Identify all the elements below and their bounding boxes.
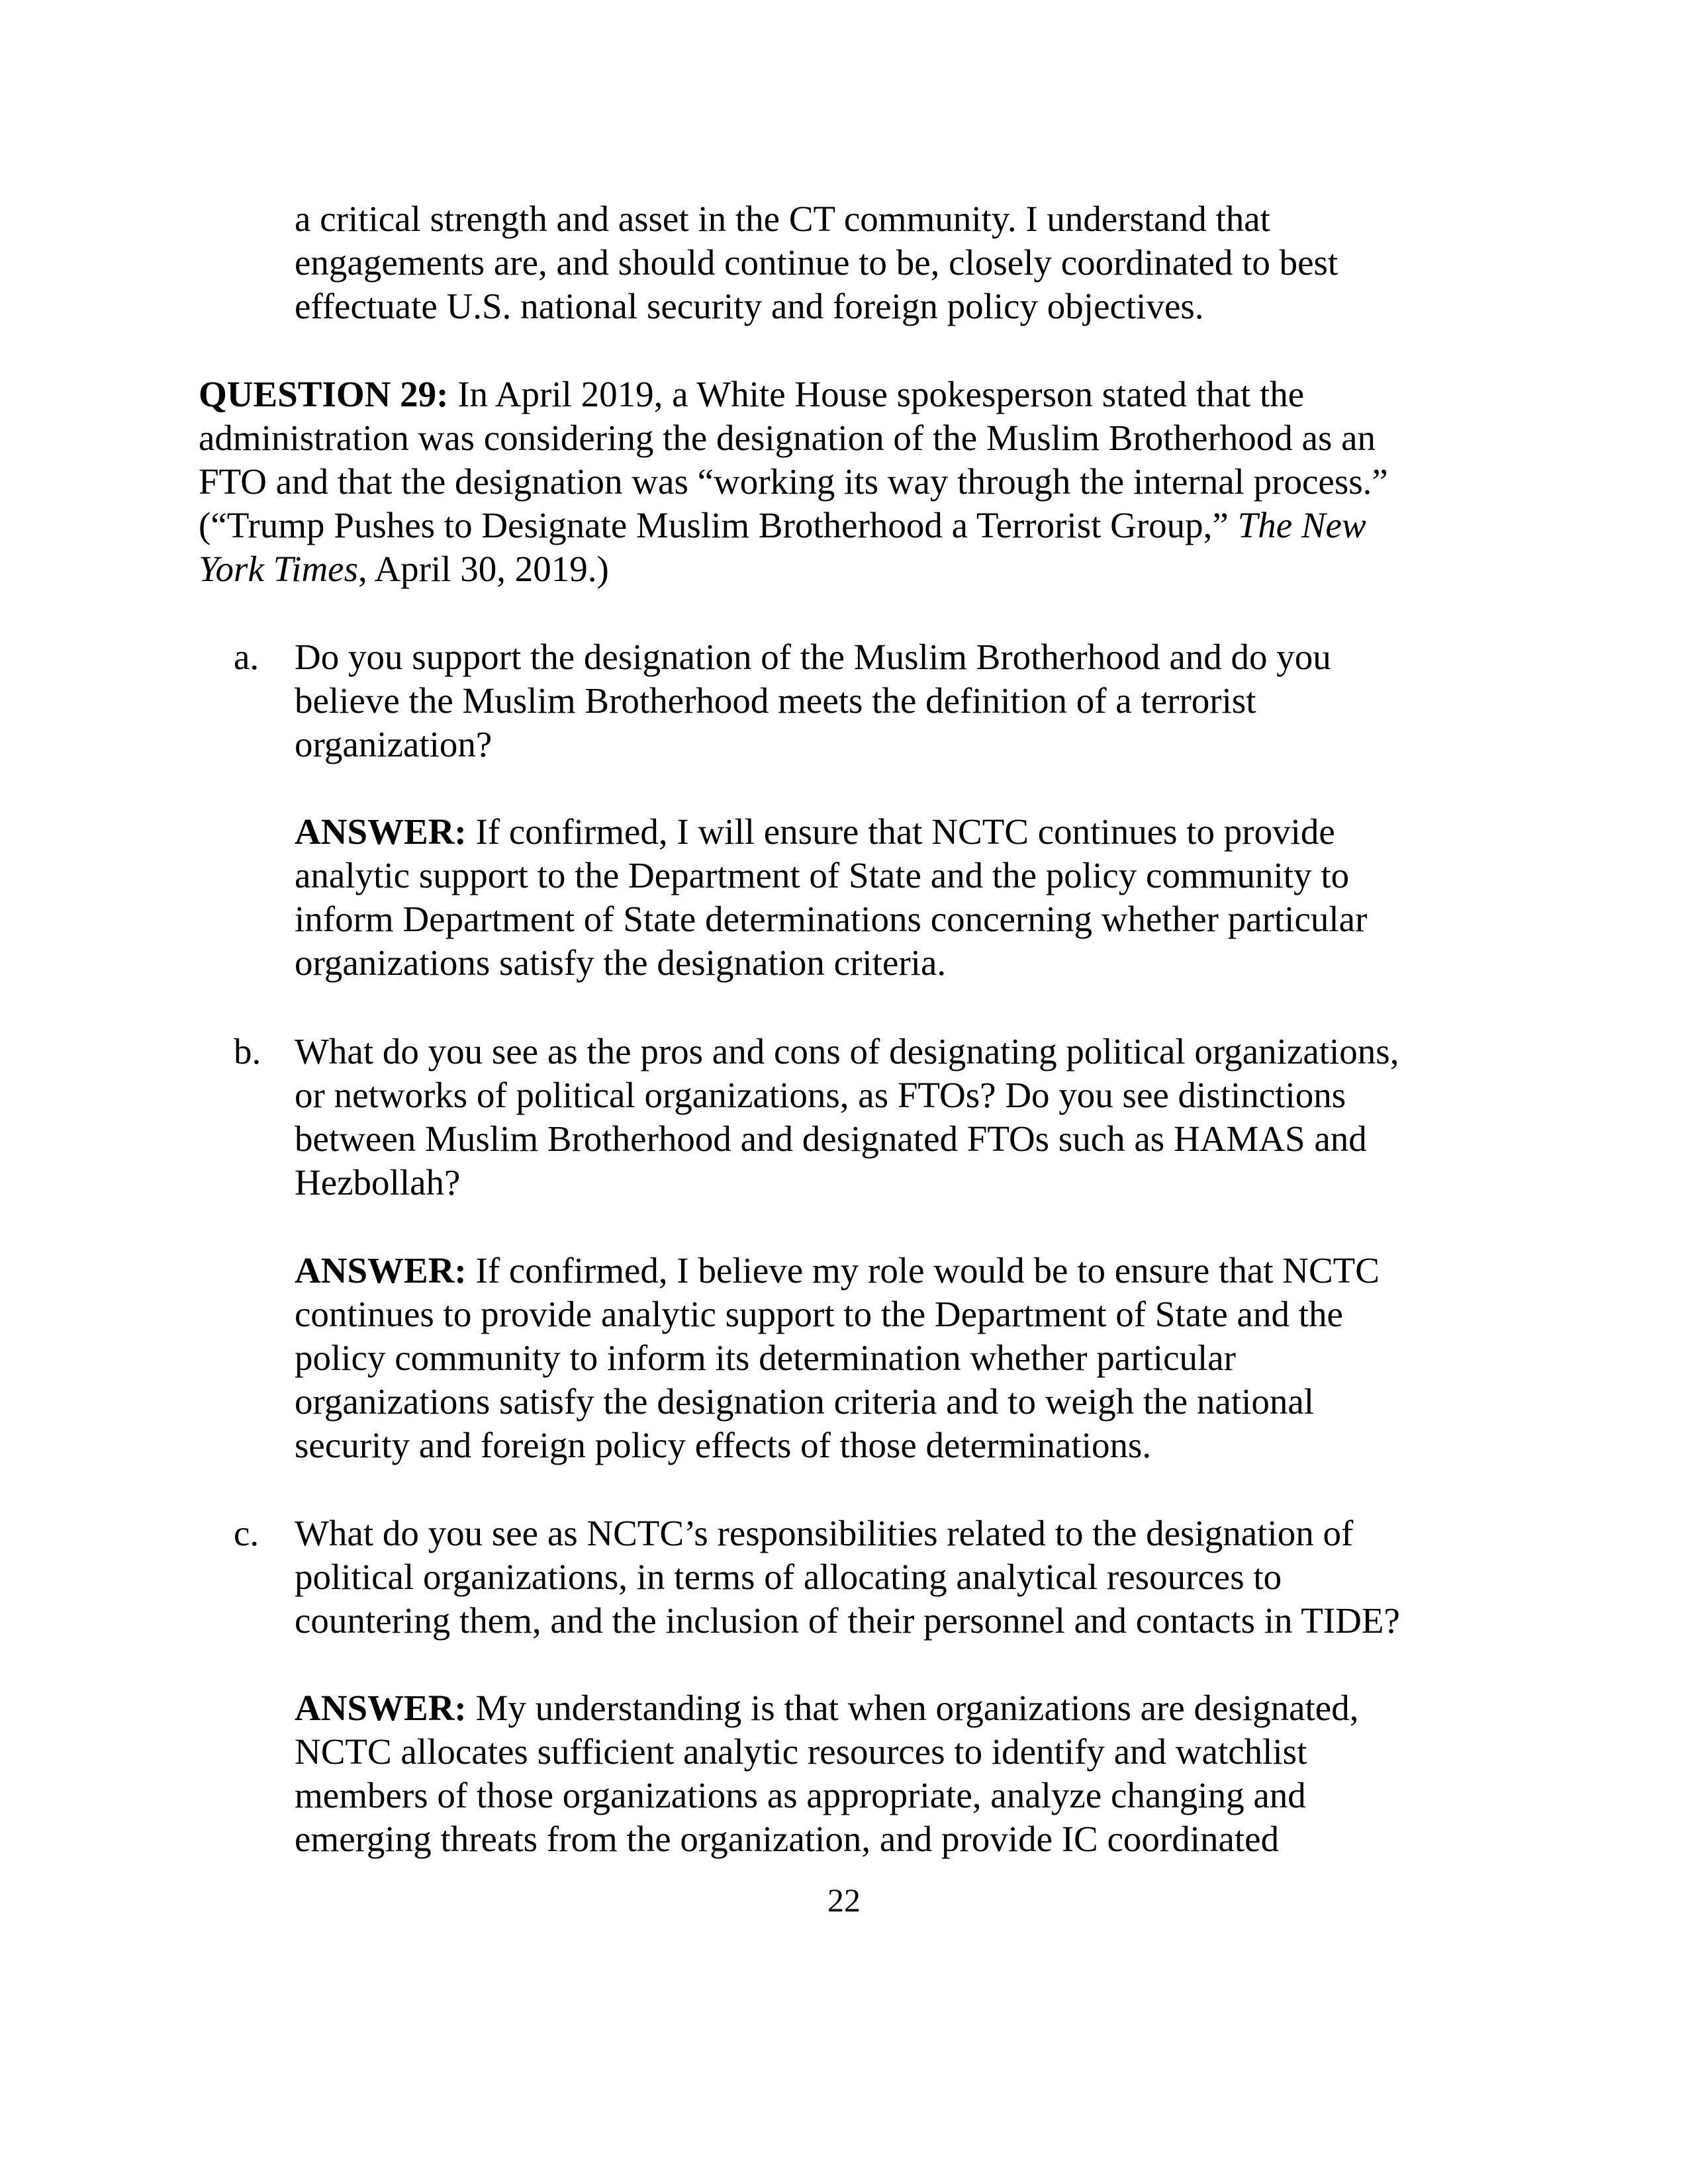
- question-line: What do you see as NCTC’s responsibilities related to the designation of: [295, 1513, 1354, 1553]
- question-29: [199, 373, 1388, 591]
- answer-label: ANSWER:: [295, 1250, 467, 1291]
- paragraph-line: a critical strength and asset in the CT community. I understand that: [295, 199, 1270, 239]
- subquestion-a: [234, 635, 1331, 766]
- question-line: York Times, April 30, 2019.): [199, 549, 609, 589]
- question-line: QUESTION 29: In April 2019, a White House spokesperson stated that the: [199, 374, 1305, 414]
- paragraph-line: effectuate U.S. national security and foreign policy objectives.: [295, 286, 1204, 326]
- question-line: Hezbollah?: [295, 1162, 461, 1203]
- continuation-paragraph: [295, 197, 1338, 328]
- answer-line: ANSWER: If confirmed, I will ensure that NCTC continues to provide: [295, 811, 1335, 852]
- answer-line: ANSWER: If confirmed, I believe my role would be to ensure that NCTC: [295, 1250, 1380, 1291]
- question-line: FTO and that the designation was “working its way through the internal process.”: [199, 461, 1388, 502]
- answer-label: ANSWER:: [295, 811, 467, 852]
- subquestion-b: [234, 1030, 1399, 1205]
- question-line: political organizations, in terms of allocating analytical resources to: [295, 1557, 1282, 1597]
- answer-line: members of those organizations as appropriate, analyze changing and: [295, 1775, 1306, 1815]
- question-line: What do you see as the pros and cons of designating political organizations,: [295, 1031, 1399, 1071]
- answer-line: organizations satisfy the designation criteria and to weigh the national: [295, 1381, 1315, 1422]
- list-marker: b.: [234, 1031, 261, 1071]
- subquestion-c: [234, 1512, 1400, 1643]
- paragraph-line: engagements are, and should continue to be, closely coordinated to best: [295, 242, 1338, 283]
- question-line: (“Trump Pushes to Designate Muslim Brotherhood a Terrorist Group,” The New: [199, 505, 1366, 545]
- answer-a: [295, 810, 1367, 985]
- answer-line: emerging threats from the organization, and provide IC coordinated: [295, 1819, 1280, 1859]
- question-line: believe the Muslim Brotherhood meets the definition of a terrorist: [295, 680, 1256, 721]
- citation-title: York Times: [199, 549, 358, 589]
- question-line: countering them, and the inclusion of their personnel and contacts in TIDE?: [295, 1600, 1400, 1641]
- answer-line: continues to provide analytic support to the Department of State and the: [295, 1294, 1343, 1334]
- answer-b: [295, 1249, 1380, 1467]
- answer-line: security and foreign policy effects of those determinations.: [295, 1425, 1152, 1465]
- answer-line: policy community to inform its determination whether particular: [295, 1338, 1236, 1378]
- answer-c: [295, 1686, 1358, 1861]
- question-line: or networks of political organizations, as FTOs? Do you see distinctions: [295, 1075, 1346, 1115]
- answer-line: NCTC allocates sufficient analytic resources to identify and watchlist: [295, 1731, 1307, 1772]
- citation-title: The New: [1237, 505, 1366, 545]
- answer-line: organizations satisfy the designation criteria.: [295, 942, 947, 983]
- list-marker: c.: [234, 1513, 259, 1553]
- answer-line: inform Department of State determinations concerning whether particular: [295, 899, 1368, 939]
- list-marker: a.: [234, 637, 259, 677]
- answer-label: ANSWER:: [295, 1688, 467, 1728]
- question-line: organization?: [295, 724, 492, 764]
- question-line: between Muslim Brotherhood and designated FTOs such as HAMAS and: [295, 1118, 1367, 1159]
- question-line: administration was considering the designation of the Muslim Brotherhood as an: [199, 418, 1376, 458]
- answer-line: ANSWER: My understanding is that when organizations are designated,: [295, 1688, 1359, 1728]
- answer-line: analytic support to the Department of State and the policy community to: [295, 855, 1350, 895]
- question-label: QUESTION 29:: [199, 374, 449, 414]
- page-number: 22: [827, 1882, 861, 1919]
- question-line: Do you support the designation of the Muslim Brotherhood and do you: [295, 637, 1331, 677]
